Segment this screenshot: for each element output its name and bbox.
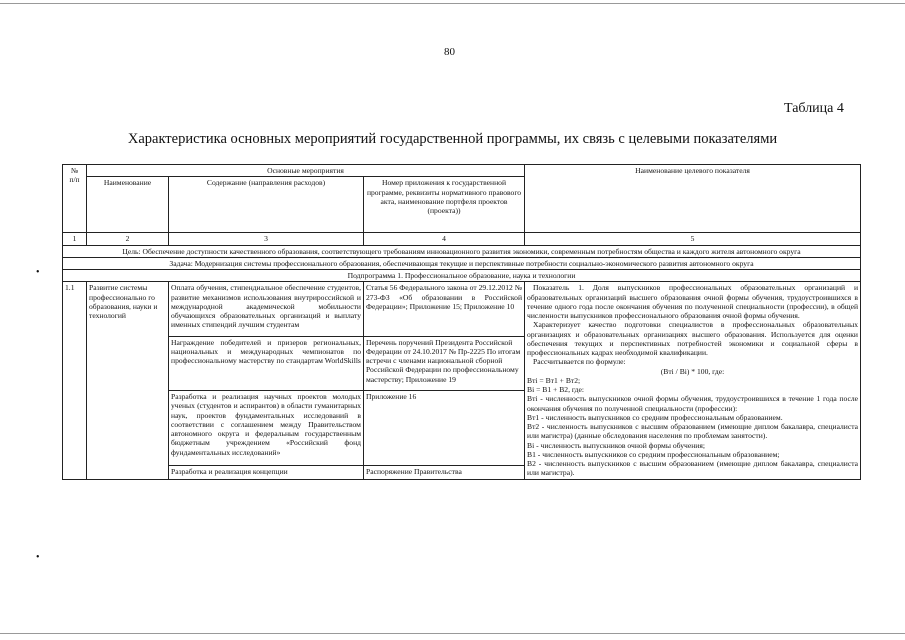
- header-content: Содержание (направления расходов): [169, 177, 364, 233]
- header-num: № п/п: [63, 165, 87, 233]
- indicator-line: В1 - численность выпускников со средним профессиональным образованием;: [527, 449, 780, 459]
- col-number: 2: [87, 233, 169, 245]
- col-number: 5: [525, 233, 861, 245]
- event-appendix: Приложение 16: [364, 391, 525, 466]
- indicator-line: Ві - численность выпускников очной формы обучения;: [527, 440, 705, 450]
- header-appendix: Номер приложения к государственной программе, реквизиты нормативного правового акта, наименование портфеля проектов (проекта)): [364, 177, 525, 233]
- event-content: Разработка и реализация концепции: [169, 465, 364, 479]
- task-text: Задача: Модернизация системы профессионального образования, обеспечивающая текущие и перспективные потребности социально-экономического развития автономного округа: [63, 257, 861, 269]
- indicator-description: [525, 282, 861, 479]
- event-appendix: Распоряжение Правительства: [364, 465, 525, 479]
- col-number: 3: [169, 233, 364, 245]
- table-row: [63, 282, 861, 336]
- row-number: 1.1: [63, 282, 87, 479]
- page-number: 80: [444, 46, 455, 58]
- measures-table: [62, 164, 861, 480]
- indicator-line: Ві = В1 + В2, где:: [527, 385, 584, 394]
- margin-mark: •: [36, 552, 40, 563]
- event-appendix: Перечень поручений Президента Российской Федерации от 24.10.2017 № Пр-2225 По итогам встречи с членами национальной сборной Российской Федерации по профессиональному мастерству; Приложение 19: [364, 336, 525, 390]
- indicator-formula: (Вті / Ві) * 100, где:: [660, 366, 725, 376]
- event-content: Разработка и реализация научных проектов молодых ученых (студентов и аспирантов) в области гуманитарных наук, проектов фундаментальных исследований в соответствии с соглашением между Правительством автономного округа и федеральным государственным бюджетным учреждением «Российский фонд фундаментальных исследований»: [169, 391, 364, 466]
- scan-edge-top: [0, 3, 905, 4]
- event-content: Награждение победителей и призеров региональных, национальных и международных чемпионатов по профессиональному мастерству по стандартам WorldSkills: [169, 336, 364, 390]
- subprogram-text: Подпрограмма 1. Профессиональное образование, наука и технологии: [63, 270, 861, 282]
- indicator-line: В2 - численность выпускников с высшим образованием (имеющие диплом бакалавра, специалиста или магистра).: [527, 459, 859, 478]
- subprogram-row: [63, 270, 861, 282]
- header-indicator-name: Наименование целевого показателя: [525, 165, 861, 233]
- column-number-row: [63, 233, 861, 245]
- header-main-events: Основные мероприятия: [87, 165, 525, 177]
- event-appendix: Статья 56 Федерального закона от 29.12.2012 № 273-ФЗ «Об образовании в Российской Федерации»; Приложение 15; Приложение 10: [364, 282, 525, 336]
- table-label: Таблица 4: [784, 101, 844, 116]
- col-number: 4: [364, 233, 525, 245]
- indicator-paragraph: Показатель 1. Доля выпускников профессиональных образовательных организаций и образовательных организаций высшего образования очной формы обучения, трудоустроившихся в течение одного года после окончания обучения по полученной специальности (профессии), в общей численности выпускников профессионального образования очной формы обучения.: [527, 283, 859, 320]
- indicator-paragraph: Рассчитывается по формуле:: [533, 357, 626, 367]
- task-row: [63, 257, 861, 269]
- event-name: Развитие системы профессионально го образования, науки и технологий: [87, 282, 169, 479]
- margin-mark: •: [36, 267, 40, 278]
- document-title: Характеристика основных мероприятий государственной программы, их связь с целевыми показателями: [127, 131, 778, 147]
- goal-text: Цель: Обеспечение доступности качественного образования, соответствующего требованиям инновационного развития экономики, современным потребностям общества и каждого жителя автономного округа: [63, 245, 861, 257]
- indicator-line: Вт2 - численность выпускников с высшим образованием (имеющие диплом бакалавра, специалиста или магистра) (данные обследования населения по проблемам занятости).: [527, 422, 859, 441]
- event-content: Оплата обучения, стипендиальное обеспечение студентов, развитие механизмов использования внутрироссийской и международной академической мобильности обучающихся образовательных организаций и выплату именных стипендий лучшим студентам: [169, 282, 364, 336]
- col-number: 1: [63, 233, 87, 245]
- indicator-line: Вті - численность выпускников очной формы обучения, трудоустроившихся в течение 1 года после окончания обучения по полученной специальности (профессии):: [527, 394, 859, 413]
- indicator-paragraph: Характеризует качество подготовки специалистов в профессиональных образовательных организациях и образовательных организациях высшего образования. Используется для оценки обеспечения текущих и перспективных потребностей экономики и социальной сферы в профессиональных кадрах необходимой квалификации.: [527, 320, 859, 357]
- scan-edge-bottom: [0, 633, 905, 634]
- goal-row: [63, 245, 861, 257]
- indicator-line: Вті = Вт1 + Вт2;: [527, 375, 581, 385]
- header-name: Наименование: [87, 177, 169, 233]
- header-row-1: [63, 165, 861, 177]
- indicator-line: Вт1 - численность выпускников со средним профессиональным образованием.: [527, 412, 783, 422]
